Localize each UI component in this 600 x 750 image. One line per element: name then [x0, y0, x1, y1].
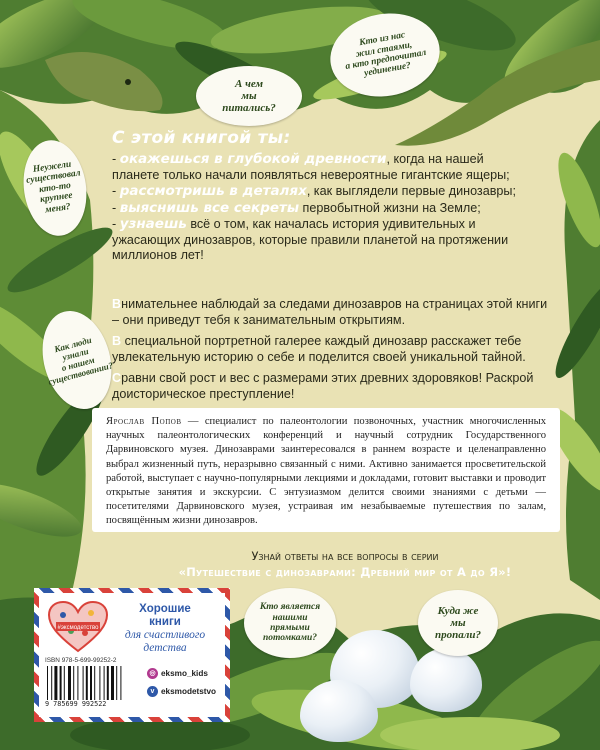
speech-bubble-herds-text: Кто из нас жил стаями, а кто предпочитал уединение?: [344, 30, 428, 80]
barcode-bar: [94, 666, 95, 700]
speech-bubble-descendants: [244, 588, 336, 658]
intro-item: - узнаешь всё о том, как началась история удивительных и ужасающих динозавров, которые правили планетой на протяжении миллионов лет!: [112, 216, 509, 262]
series-line-1: Узнай ответы на все вопросы в серии: [251, 549, 439, 563]
barcode-bar: [120, 666, 121, 700]
promo-title-line: книги: [149, 616, 181, 628]
intro-item-text: всё о том, как началась история удивительных и ужасающих динозавров, которые правили планетой на протяжении миллионов лет!: [112, 217, 509, 262]
speech-bubble-descendants-text: Кто является нашими прямыми потомками?: [259, 602, 321, 644]
feature-paragraphs: [112, 297, 552, 408]
social-links: [147, 665, 216, 701]
promo-title: [113, 603, 217, 655]
intro-section: [112, 128, 532, 265]
series-title: «Путешествие с динозаврами: Древний мир от А до Я»!: [178, 565, 512, 579]
paragraph-text: равни свой рост и вес с размерами этих древних здоровяков! Раскрой доисторическое преступление!: [112, 371, 534, 401]
publisher-promo-card: [34, 588, 230, 722]
intro-item-highlight: выяснишь все секреты: [119, 199, 300, 216]
author-bio: [106, 415, 546, 529]
social-handle: eksmo_kids: [161, 669, 208, 678]
paragraph-text: специальной портретной галерее каждый динозавр расскажет тебе увлекательную историю о себе и поделится своей уникальной тайной.: [112, 334, 526, 364]
barcode-icon: [45, 666, 141, 700]
intro-item-highlight: рассмотришь в деталях: [119, 183, 307, 199]
intro-item-text: , когда на нашей планете только начали появляться невероятные гигантские ящеры;: [112, 152, 510, 182]
intro-item: - рассмотришь в деталях, как выглядели первые динозавры;: [112, 183, 516, 199]
paragraph-initial: В: [112, 297, 122, 311]
dinosaur-egg: [300, 680, 378, 742]
barcode-bar: [90, 666, 92, 700]
speech-bubble-food: [196, 66, 302, 126]
paragraph-initial: С: [112, 371, 122, 385]
barcode-bar: [68, 666, 71, 700]
barcode-bar: [116, 666, 117, 700]
feature-paragraph: [112, 297, 552, 328]
speech-bubble-where: [418, 590, 498, 656]
intro-item: - окажешься в глубокой древности, когда на нашей планете только начали появляться невероятные гигантские ящеры;: [112, 151, 510, 182]
isbn: ISBN 978-5-699-99252-2: [45, 657, 117, 664]
intro-item-text: , как выглядели первые динозавры;: [306, 184, 516, 198]
speech-bubble-food-text: А чем мы питались?: [222, 77, 276, 115]
speech-bubble-bigger-text: Неужели существовал кто-то крупнее меня?: [25, 159, 82, 216]
vk-icon: v: [147, 686, 158, 697]
feature-paragraph: [112, 334, 552, 365]
heart-logo-icon: [47, 601, 109, 653]
barcode-bar: [111, 666, 114, 700]
intro-item-highlight: узнаешь: [119, 216, 187, 232]
intro-heading: С этой книгой ты:: [112, 128, 291, 148]
intro-item: - выяснишь все секреты первобытной жизни на Земле;: [112, 199, 481, 216]
promo-title-line: Хорошие: [139, 603, 191, 615]
social-handle: eksmodetstvo: [161, 687, 217, 696]
barcode-bar: [83, 666, 84, 700]
social-link-instagram[interactable]: [147, 665, 216, 683]
instagram-icon: ◎: [147, 668, 158, 679]
barcode-bar: [51, 666, 52, 700]
paragraph-text: нимательнее наблюдай за следами динозавров на страницах этой книги – они приведут тебя к занимательным открытиям.: [112, 297, 548, 327]
feature-paragraph: [112, 371, 552, 402]
promo-title-line: для счастливого: [124, 629, 206, 641]
barcode-bar: [64, 666, 65, 700]
barcode-bar: [60, 666, 62, 700]
barcode-bar: [77, 666, 78, 700]
barcode-bar: [99, 666, 100, 700]
series-callout: [115, 548, 575, 580]
barcode-bar: [104, 666, 105, 700]
author-description: — специалист по палеонтологии позвоночных, участник многочисленных научных палеонтологических конференций и научный сотрудник Государственного Дарвиновского музея. Динозаврами заинтересовался в раннем возрасте и целенаправленно выбрал жизненный путь, неразрывно связанный с ними. Активно занимается просветительской работой, выступает с научно-популярными лекциями и докладами, готовит выставки и проводит открытые занятия и экскурсии. С энтузиазмом делится своими знаниями с детьми — посетителями Дарвиновского музея, устраивая им незабываемые путешествия по залам, посвящённым жизни динозавров.: [106, 416, 546, 527]
barcode-bar: [73, 666, 74, 700]
intro-item-text: первобытной жизни на Земле;: [299, 200, 481, 215]
social-link-vk[interactable]: [147, 683, 216, 701]
barcode-bar: [86, 666, 88, 700]
promo-title-line: детства: [143, 642, 187, 654]
speech-bubble-people-text: Как люди узнали о нашем существовании?: [47, 334, 115, 387]
barcode-digits: 9 785699 992522: [45, 700, 107, 708]
author-name: Ярослав Попов: [106, 416, 182, 427]
barcode-bar: [47, 666, 48, 700]
barcode-bar: [54, 666, 57, 700]
intro-item-highlight: окажешься в глубокой древности: [119, 151, 387, 167]
paragraph-initial: В: [112, 334, 122, 348]
heart-logo-text: #эксмодетство: [57, 625, 99, 631]
barcode-bar: [107, 666, 109, 700]
speech-bubble-where-text: Куда же мы пропали?: [435, 604, 481, 642]
